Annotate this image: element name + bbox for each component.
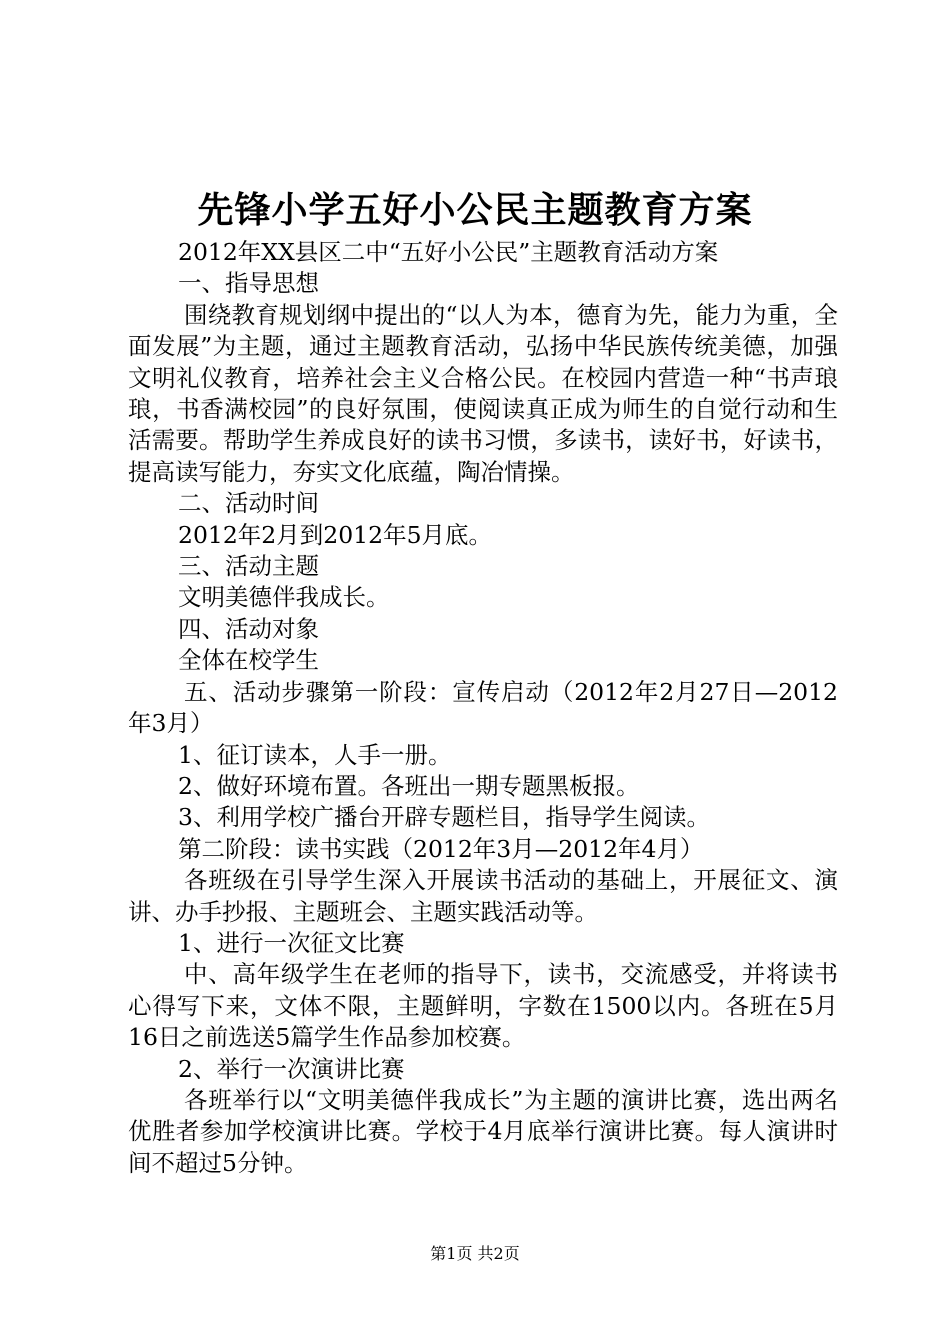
- list-item: 2、做好环境布置。各班出一期专题黑板报。: [178, 771, 640, 800]
- paragraph: 各班举行以“文明美德伴我成长”为主题的演讲比赛，选出两名优胜者参加学校演讲比赛。学校于4月底举行演讲比赛。每人演讲时间不超过5分钟。: [128, 1085, 838, 1177]
- paragraph: 文明美德伴我成长。: [178, 583, 390, 612]
- list-item: 1、进行一次征文比赛: [178, 928, 405, 957]
- section-heading: 一、指导思想: [178, 269, 319, 298]
- list-item: 3、利用学校广播台开辟专题栏目，指导学生阅读。: [178, 803, 710, 832]
- paragraph: 全体在校学生: [178, 646, 319, 675]
- page-footer: 第1页 共2页: [430, 1244, 520, 1263]
- document-subtitle: 2012年XX县区二中“五好小公民”主题教育活动方案: [178, 238, 719, 266]
- document-body: [128, 237, 838, 1179]
- paragraph: 中、高年级学生在老师的指导下，读书，交流感受，并将读书心得写下来，文体不限，主题鲜明，字数在1500以内。各班在5月16日之前选送5篇学生作品参加校赛。: [128, 960, 838, 1052]
- paragraph: 各班级在引导学生深入开展读书活动的基础上，开展征文、演讲、办手抄报、主题班会、主题实践活动等。: [128, 866, 838, 926]
- document-title: 先锋小学五好小公民主题教育方案: [197, 189, 753, 231]
- paragraph: 围绕教育规划纲中提出的“以人为本，德育为先，能力为重，全面发展”为主题，通过主题教育活动，弘扬中华民族传统美德，加强文明礼仪教育，培养社会主义合格公民。在校园内营造一种“书声琅琅，书香满校园”的良好氛围，使阅读真正成为师生的自觉行动和生活需要。帮助学生养成良好的读书习惯，多读书，读好书，好读书，提高读写能力，夯实文化底蕴，陶冶情操。: [128, 300, 838, 486]
- section-heading: 五、活动步骤第一阶段：宣传启动（2012年2月27日—2012年3月）: [128, 677, 838, 738]
- stage-heading: 第二阶段：读书实践（2012年3月—2012年4月）: [178, 834, 704, 863]
- section-heading: 四、活动对象: [178, 614, 319, 643]
- list-item: 2、举行一次演讲比赛: [178, 1054, 405, 1083]
- section-heading: 三、活动主题: [178, 552, 319, 581]
- section-heading: 二、活动时间: [178, 489, 319, 518]
- list-item: 1、征订读本，人手一册。: [178, 740, 452, 769]
- paragraph: 2012年2月到2012年5月底。: [178, 520, 493, 549]
